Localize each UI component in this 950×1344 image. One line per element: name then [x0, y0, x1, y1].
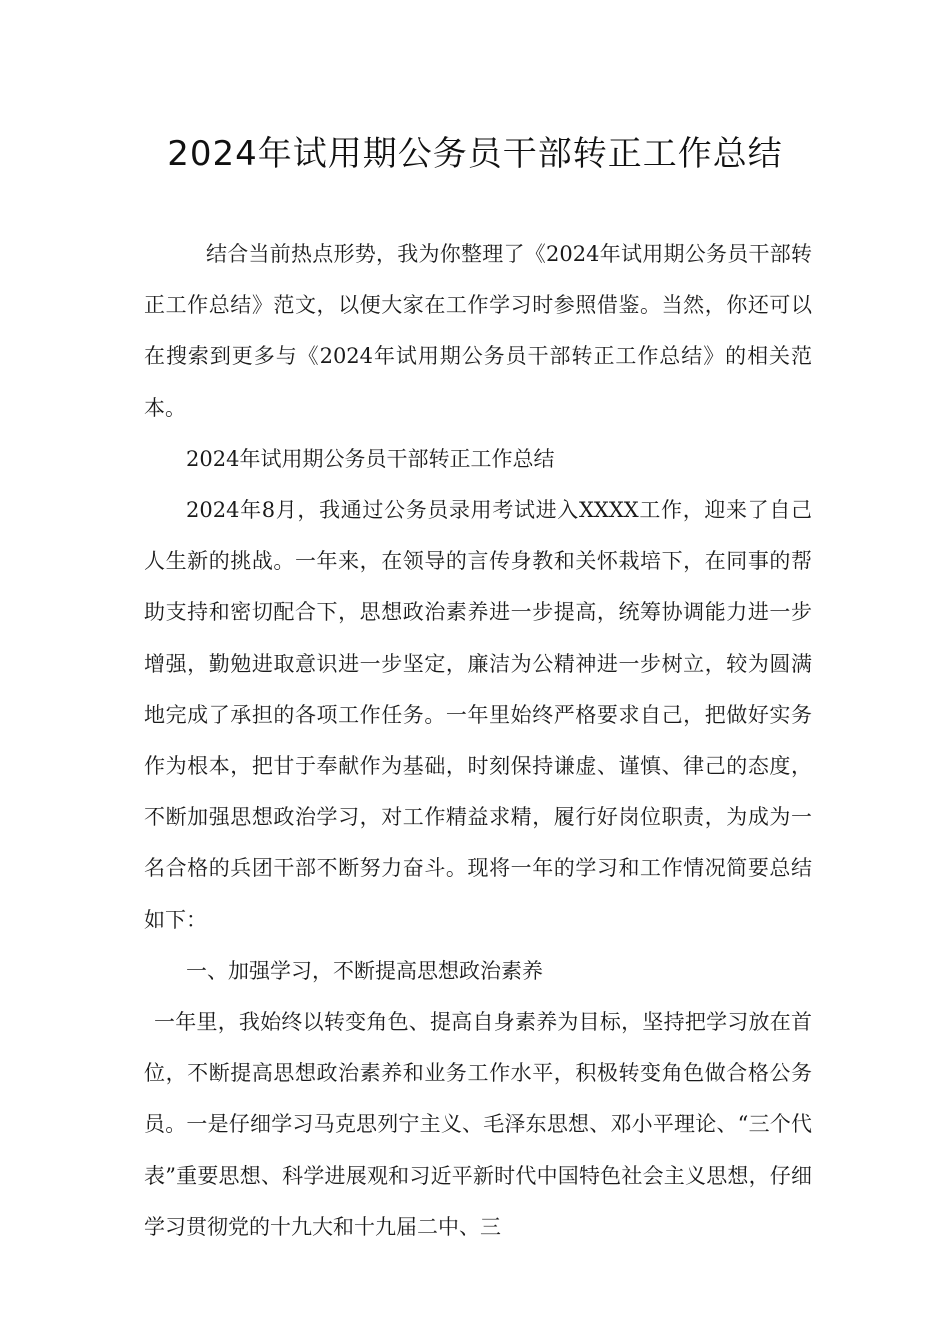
- body-paragraph: 2024年8月，我通过公务员录用考试进入XXXX工作，迎来了自己人生新的挑战。一年来，在领导的言传身教和关怀栽培下，在同事的帮助支持和密切配合下，思想政治素养进一步提高，统筹协调能力进一步增强，勤勉进取意识进一步坚定，廉洁为公精神进一步树立，较为圆满地完成了承担的各项工作任务。一年里始终严格要求自己，把做好实务作为根本，把甘于奉献作为基础，时刻保持谦虚、谨慎、律己的态度，不断加强思想政治学习，对工作精益求精，履行好岗位职责，为成为一名合格的兵团干部不断努力奋斗。现将一年的学习和工作情况简要总结如下：: [144, 498, 812, 932]
- document-title: 2024年试用期公务员干部转正工作总结: [167, 134, 783, 174]
- section-heading: 一、加强学习，不断提高思想政治素养: [186, 958, 543, 983]
- intro-paragraph: 结合当前热点形势，我为你整理了《2024年试用期公务员干部转正工作总结》范文，以便大家在工作学习时参照借鉴。当然，你还可以在搜索到更多与《2024年试用期公务员干部转正工作总结》的相关范本。: [144, 242, 812, 420]
- subtitle-paragraph: 2024年试用期公务员干部转正工作总结: [186, 446, 555, 471]
- document-body: [144, 229, 812, 1253]
- body-paragraph: 一年里，我始终以转变角色、提高自身素养为目标，坚持把学习放在首位，不断提高思想政治素养和业务工作水平，积极转变角色做合格公务员。一是仔细学习马克思列宁主义、毛泽东思想、邓小平理论、“三个代表”重要思想、科学进展观和习近平新时代中国特色社会主义思想，仔细学习贯彻党的十九大和十九届二中、三: [144, 1010, 812, 1239]
